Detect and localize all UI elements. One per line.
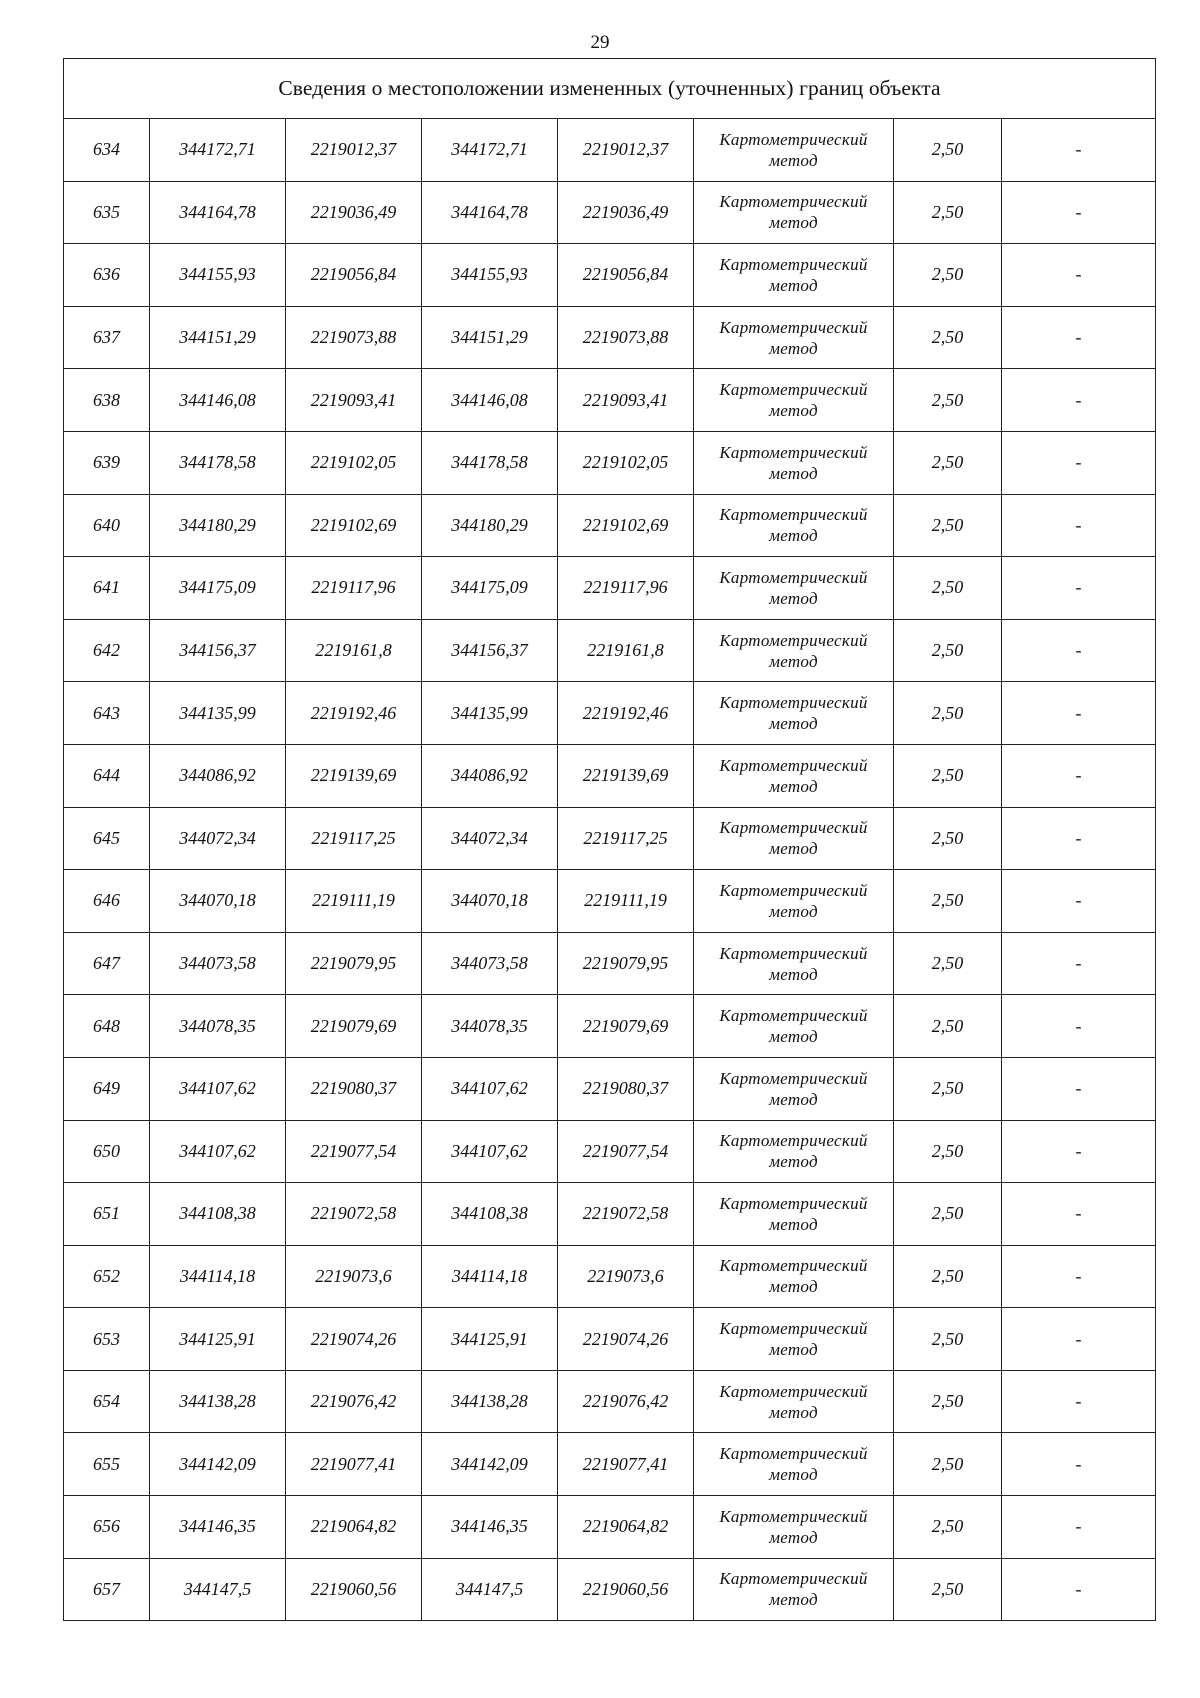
- x-coordinate-refined-cell: 344164,78: [422, 181, 558, 244]
- y-coordinate-existing-cell: 2219077,54: [286, 1120, 422, 1183]
- table-row: [64, 244, 1156, 307]
- method-cell: [694, 807, 894, 870]
- x-coordinate-refined-cell: 344072,34: [422, 807, 558, 870]
- note-cell: -: [1002, 119, 1156, 182]
- method-line-1: Картометрический: [719, 567, 868, 587]
- method-cell: [694, 431, 894, 494]
- point-number-cell: 644: [64, 744, 150, 807]
- note-cell: -: [1002, 1558, 1156, 1621]
- note-cell: -: [1002, 1057, 1156, 1120]
- accuracy-cell: 2,50: [894, 494, 1002, 557]
- table-row: [64, 932, 1156, 995]
- method-line-1: Картометрический: [719, 1319, 868, 1339]
- note-cell: -: [1002, 1120, 1156, 1183]
- y-coordinate-existing-cell: 2219117,96: [286, 557, 422, 620]
- accuracy-cell: 2,50: [894, 807, 1002, 870]
- x-coordinate-existing-cell: 344175,09: [150, 557, 286, 620]
- accuracy-cell: 2,50: [894, 932, 1002, 995]
- method-line-1: Картометрический: [719, 129, 868, 149]
- x-coordinate-existing-cell: 344142,09: [150, 1433, 286, 1496]
- method-line-1: Картометрический: [719, 1068, 868, 1088]
- table-row: [64, 1370, 1156, 1433]
- x-coordinate-existing-cell: 344070,18: [150, 870, 286, 933]
- point-number-cell: 645: [64, 807, 150, 870]
- method-line-1: Картометрический: [719, 1506, 868, 1526]
- accuracy-cell: 2,50: [894, 1496, 1002, 1559]
- note-cell: -: [1002, 744, 1156, 807]
- method-line-2: метод: [769, 839, 818, 859]
- note-cell: -: [1002, 1433, 1156, 1496]
- x-coordinate-existing-cell: 344072,34: [150, 807, 286, 870]
- note-cell: -: [1002, 1496, 1156, 1559]
- note-cell: -: [1002, 682, 1156, 745]
- method-cell: [694, 1057, 894, 1120]
- accuracy-cell: 2,50: [894, 1370, 1002, 1433]
- method-line-2: метод: [769, 275, 818, 295]
- x-coordinate-refined-cell: 344175,09: [422, 557, 558, 620]
- accuracy-cell: 2,50: [894, 682, 1002, 745]
- x-coordinate-existing-cell: 344135,99: [150, 682, 286, 745]
- x-coordinate-refined-cell: 344125,91: [422, 1308, 558, 1371]
- method-cell: [694, 1370, 894, 1433]
- method-cell: [694, 682, 894, 745]
- table-row: [64, 870, 1156, 933]
- x-coordinate-refined-cell: 344146,08: [422, 369, 558, 432]
- note-cell: -: [1002, 1370, 1156, 1433]
- y-coordinate-refined-cell: 2219077,54: [558, 1120, 694, 1183]
- x-coordinate-refined-cell: 344108,38: [422, 1183, 558, 1246]
- method-cell: [694, 1120, 894, 1183]
- y-coordinate-refined-cell: 2219111,19: [558, 870, 694, 933]
- accuracy-cell: 2,50: [894, 1120, 1002, 1183]
- y-coordinate-refined-cell: 2219139,69: [558, 744, 694, 807]
- method-cell: [694, 995, 894, 1058]
- y-coordinate-refined-cell: 2219161,8: [558, 619, 694, 682]
- x-coordinate-existing-cell: 344073,58: [150, 932, 286, 995]
- y-coordinate-existing-cell: 2219080,37: [286, 1057, 422, 1120]
- method-line-1: Картометрический: [719, 630, 868, 650]
- x-coordinate-existing-cell: 344146,35: [150, 1496, 286, 1559]
- point-number-cell: 634: [64, 119, 150, 182]
- method-cell: [694, 306, 894, 369]
- y-coordinate-existing-cell: 2219056,84: [286, 244, 422, 307]
- note-cell: -: [1002, 995, 1156, 1058]
- table-row: [64, 744, 1156, 807]
- method-line-1: Картометрический: [719, 1006, 868, 1026]
- table-row: [64, 1245, 1156, 1308]
- method-line-2: метод: [769, 1340, 818, 1360]
- x-coordinate-refined-cell: 344178,58: [422, 431, 558, 494]
- y-coordinate-existing-cell: 2219093,41: [286, 369, 422, 432]
- table-row: [64, 1496, 1156, 1559]
- x-coordinate-existing-cell: 344086,92: [150, 744, 286, 807]
- table-row: [64, 119, 1156, 182]
- method-cell: [694, 1558, 894, 1621]
- note-cell: -: [1002, 1245, 1156, 1308]
- y-coordinate-refined-cell: 2219102,69: [558, 494, 694, 557]
- method-line-1: Картометрический: [719, 1569, 868, 1589]
- y-coordinate-refined-cell: 2219117,96: [558, 557, 694, 620]
- table-row: [64, 306, 1156, 369]
- point-number-cell: 649: [64, 1057, 150, 1120]
- method-line-2: метод: [769, 213, 818, 233]
- table-row: [64, 807, 1156, 870]
- note-cell: -: [1002, 306, 1156, 369]
- note-cell: -: [1002, 244, 1156, 307]
- note-cell: -: [1002, 494, 1156, 557]
- x-coordinate-existing-cell: 344138,28: [150, 1370, 286, 1433]
- note-cell: -: [1002, 1183, 1156, 1246]
- table-row: [64, 1120, 1156, 1183]
- x-coordinate-refined-cell: 344078,35: [422, 995, 558, 1058]
- method-cell: [694, 244, 894, 307]
- x-coordinate-refined-cell: 344147,5: [422, 1558, 558, 1621]
- x-coordinate-existing-cell: 344146,08: [150, 369, 286, 432]
- x-coordinate-refined-cell: 344180,29: [422, 494, 558, 557]
- method-line-1: Картометрический: [719, 880, 868, 900]
- method-line-2: метод: [769, 1465, 818, 1485]
- y-coordinate-refined-cell: 2219192,46: [558, 682, 694, 745]
- x-coordinate-refined-cell: 344155,93: [422, 244, 558, 307]
- method-line-2: метод: [769, 526, 818, 546]
- y-coordinate-refined-cell: 2219074,26: [558, 1308, 694, 1371]
- table-row: [64, 1057, 1156, 1120]
- table-body: [64, 119, 1156, 1621]
- method-cell: [694, 932, 894, 995]
- note-cell: -: [1002, 932, 1156, 995]
- table-row: [64, 494, 1156, 557]
- y-coordinate-existing-cell: 2219060,56: [286, 1558, 422, 1621]
- x-coordinate-refined-cell: 344070,18: [422, 870, 558, 933]
- x-coordinate-existing-cell: 344172,71: [150, 119, 286, 182]
- y-coordinate-existing-cell: 2219064,82: [286, 1496, 422, 1559]
- y-coordinate-refined-cell: 2219076,42: [558, 1370, 694, 1433]
- y-coordinate-refined-cell: 2219012,37: [558, 119, 694, 182]
- page-number: 29: [590, 32, 610, 53]
- table-row: [64, 369, 1156, 432]
- method-line-1: Картометрический: [719, 317, 868, 337]
- x-coordinate-refined-cell: 344114,18: [422, 1245, 558, 1308]
- point-number-cell: 657: [64, 1558, 150, 1621]
- x-coordinate-refined-cell: 344142,09: [422, 1433, 558, 1496]
- point-number-cell: 646: [64, 870, 150, 933]
- y-coordinate-refined-cell: 2219093,41: [558, 369, 694, 432]
- method-line-2: метод: [769, 1527, 818, 1547]
- table-title: Сведения о местоположении измененных (уточненных) границ объекта: [64, 59, 1156, 119]
- x-coordinate-existing-cell: 344147,5: [150, 1558, 286, 1621]
- y-coordinate-existing-cell: 2219036,49: [286, 181, 422, 244]
- accuracy-cell: 2,50: [894, 306, 1002, 369]
- table-row: [64, 995, 1156, 1058]
- method-line-1: Картометрический: [719, 380, 868, 400]
- point-number-cell: 653: [64, 1308, 150, 1371]
- note-cell: -: [1002, 619, 1156, 682]
- method-cell: [694, 744, 894, 807]
- table-row: [64, 1183, 1156, 1246]
- method-line-2: метод: [769, 1277, 818, 1297]
- y-coordinate-refined-cell: 2219056,84: [558, 244, 694, 307]
- accuracy-cell: 2,50: [894, 619, 1002, 682]
- x-coordinate-existing-cell: 344078,35: [150, 995, 286, 1058]
- method-line-1: Картометрический: [719, 693, 868, 713]
- point-number-cell: 648: [64, 995, 150, 1058]
- x-coordinate-existing-cell: 344107,62: [150, 1057, 286, 1120]
- accuracy-cell: 2,50: [894, 557, 1002, 620]
- x-coordinate-refined-cell: 344138,28: [422, 1370, 558, 1433]
- accuracy-cell: 2,50: [894, 744, 1002, 807]
- accuracy-cell: 2,50: [894, 1433, 1002, 1496]
- y-coordinate-existing-cell: 2219117,25: [286, 807, 422, 870]
- y-coordinate-refined-cell: 2219073,88: [558, 306, 694, 369]
- point-number-cell: 643: [64, 682, 150, 745]
- y-coordinate-refined-cell: 2219079,69: [558, 995, 694, 1058]
- method-cell: [694, 369, 894, 432]
- method-line-1: Картометрический: [719, 442, 868, 462]
- table-row: [64, 1433, 1156, 1496]
- point-number-cell: 642: [64, 619, 150, 682]
- y-coordinate-refined-cell: 2219064,82: [558, 1496, 694, 1559]
- method-cell: [694, 1433, 894, 1496]
- method-line-2: метод: [769, 776, 818, 796]
- method-line-2: метод: [769, 463, 818, 483]
- y-coordinate-refined-cell: 2219072,58: [558, 1183, 694, 1246]
- y-coordinate-existing-cell: 2219012,37: [286, 119, 422, 182]
- x-coordinate-refined-cell: 344135,99: [422, 682, 558, 745]
- method-line-2: метод: [769, 1402, 818, 1422]
- point-number-cell: 638: [64, 369, 150, 432]
- x-coordinate-existing-cell: 344164,78: [150, 181, 286, 244]
- y-coordinate-existing-cell: 2219077,41: [286, 1433, 422, 1496]
- method-cell: [694, 557, 894, 620]
- method-line-1: Картометрический: [719, 1131, 868, 1151]
- accuracy-cell: 2,50: [894, 995, 1002, 1058]
- x-coordinate-existing-cell: 344125,91: [150, 1308, 286, 1371]
- x-coordinate-existing-cell: 344180,29: [150, 494, 286, 557]
- point-number-cell: 656: [64, 1496, 150, 1559]
- y-coordinate-refined-cell: 2219077,41: [558, 1433, 694, 1496]
- x-coordinate-refined-cell: 344156,37: [422, 619, 558, 682]
- method-line-2: метод: [769, 1214, 818, 1234]
- table-row: [64, 619, 1156, 682]
- point-number-cell: 640: [64, 494, 150, 557]
- method-cell: [694, 1308, 894, 1371]
- point-number-cell: 636: [64, 244, 150, 307]
- point-number-cell: 651: [64, 1183, 150, 1246]
- y-coordinate-refined-cell: 2219060,56: [558, 1558, 694, 1621]
- y-coordinate-refined-cell: 2219036,49: [558, 181, 694, 244]
- point-number-cell: 655: [64, 1433, 150, 1496]
- method-line-2: метод: [769, 1027, 818, 1047]
- x-coordinate-refined-cell: 344172,71: [422, 119, 558, 182]
- method-line-2: метод: [769, 1152, 818, 1172]
- accuracy-cell: 2,50: [894, 369, 1002, 432]
- y-coordinate-existing-cell: 2219102,05: [286, 431, 422, 494]
- y-coordinate-refined-cell: 2219079,95: [558, 932, 694, 995]
- point-number-cell: 641: [64, 557, 150, 620]
- x-coordinate-refined-cell: 344107,62: [422, 1120, 558, 1183]
- note-cell: -: [1002, 557, 1156, 620]
- method-line-2: метод: [769, 338, 818, 358]
- table-row: [64, 682, 1156, 745]
- method-line-1: Картометрический: [719, 505, 868, 525]
- method-line-2: метод: [769, 150, 818, 170]
- method-cell: [694, 619, 894, 682]
- x-coordinate-existing-cell: 344114,18: [150, 1245, 286, 1308]
- method-line-2: метод: [769, 588, 818, 608]
- y-coordinate-refined-cell: 2219102,05: [558, 431, 694, 494]
- point-number-cell: 650: [64, 1120, 150, 1183]
- accuracy-cell: 2,50: [894, 1558, 1002, 1621]
- accuracy-cell: 2,50: [894, 431, 1002, 494]
- x-coordinate-refined-cell: 344151,29: [422, 306, 558, 369]
- method-line-2: метод: [769, 714, 818, 734]
- x-coordinate-refined-cell: 344146,35: [422, 1496, 558, 1559]
- y-coordinate-existing-cell: 2219073,6: [286, 1245, 422, 1308]
- method-line-1: Картометрический: [719, 943, 868, 963]
- accuracy-cell: 2,50: [894, 1308, 1002, 1371]
- note-cell: -: [1002, 870, 1156, 933]
- table-row: [64, 431, 1156, 494]
- y-coordinate-existing-cell: 2219073,88: [286, 306, 422, 369]
- accuracy-cell: 2,50: [894, 1245, 1002, 1308]
- y-coordinate-refined-cell: 2219073,6: [558, 1245, 694, 1308]
- y-coordinate-existing-cell: 2219074,26: [286, 1308, 422, 1371]
- method-cell: [694, 870, 894, 933]
- method-cell: [694, 1183, 894, 1246]
- method-line-1: Картометрический: [719, 1444, 868, 1464]
- x-coordinate-refined-cell: 344107,62: [422, 1057, 558, 1120]
- y-coordinate-existing-cell: 2219079,69: [286, 995, 422, 1058]
- point-number-cell: 637: [64, 306, 150, 369]
- x-coordinate-existing-cell: 344178,58: [150, 431, 286, 494]
- point-number-cell: 635: [64, 181, 150, 244]
- note-cell: -: [1002, 807, 1156, 870]
- method-line-1: Картометрический: [719, 1193, 868, 1213]
- y-coordinate-existing-cell: 2219076,42: [286, 1370, 422, 1433]
- method-line-1: Картометрический: [719, 818, 868, 838]
- method-line-2: метод: [769, 1590, 818, 1610]
- y-coordinate-existing-cell: 2219111,19: [286, 870, 422, 933]
- method-line-1: Картометрический: [719, 254, 868, 274]
- y-coordinate-refined-cell: 2219117,25: [558, 807, 694, 870]
- y-coordinate-existing-cell: 2219139,69: [286, 744, 422, 807]
- method-line-1: Картометрический: [719, 755, 868, 775]
- method-line-2: метод: [769, 651, 818, 671]
- y-coordinate-existing-cell: 2219079,95: [286, 932, 422, 995]
- point-number-cell: 647: [64, 932, 150, 995]
- note-cell: -: [1002, 369, 1156, 432]
- method-cell: [694, 181, 894, 244]
- x-coordinate-existing-cell: 344155,93: [150, 244, 286, 307]
- point-number-cell: 652: [64, 1245, 150, 1308]
- method-cell: [694, 119, 894, 182]
- accuracy-cell: 2,50: [894, 244, 1002, 307]
- note-cell: -: [1002, 431, 1156, 494]
- y-coordinate-existing-cell: 2219072,58: [286, 1183, 422, 1246]
- accuracy-cell: 2,50: [894, 119, 1002, 182]
- y-coordinate-existing-cell: 2219161,8: [286, 619, 422, 682]
- method-line-2: метод: [769, 964, 818, 984]
- method-line-2: метод: [769, 1089, 818, 1109]
- table-title-row: [64, 59, 1156, 119]
- accuracy-cell: 2,50: [894, 1057, 1002, 1120]
- point-number-cell: 654: [64, 1370, 150, 1433]
- accuracy-cell: 2,50: [894, 1183, 1002, 1246]
- method-line-1: Картометрический: [719, 192, 868, 212]
- table-row: [64, 1308, 1156, 1371]
- y-coordinate-existing-cell: 2219102,69: [286, 494, 422, 557]
- note-cell: -: [1002, 1308, 1156, 1371]
- point-number-cell: 639: [64, 431, 150, 494]
- x-coordinate-existing-cell: 344108,38: [150, 1183, 286, 1246]
- x-coordinate-existing-cell: 344156,37: [150, 619, 286, 682]
- accuracy-cell: 2,50: [894, 181, 1002, 244]
- method-line-2: метод: [769, 901, 818, 921]
- note-cell: -: [1002, 181, 1156, 244]
- table-row: [64, 1558, 1156, 1621]
- y-coordinate-existing-cell: 2219192,46: [286, 682, 422, 745]
- y-coordinate-refined-cell: 2219080,37: [558, 1057, 694, 1120]
- x-coordinate-refined-cell: 344073,58: [422, 932, 558, 995]
- x-coordinate-existing-cell: 344107,62: [150, 1120, 286, 1183]
- table-row: [64, 181, 1156, 244]
- method-line-1: Картометрический: [719, 1256, 868, 1276]
- x-coordinate-existing-cell: 344151,29: [150, 306, 286, 369]
- x-coordinate-refined-cell: 344086,92: [422, 744, 558, 807]
- method-cell: [694, 1496, 894, 1559]
- method-cell: [694, 494, 894, 557]
- method-cell: [694, 1245, 894, 1308]
- table-row: [64, 557, 1156, 620]
- method-line-1: Картометрический: [719, 1381, 868, 1401]
- boundary-coordinates-table: [63, 58, 1156, 1621]
- method-line-2: метод: [769, 401, 818, 421]
- accuracy-cell: 2,50: [894, 870, 1002, 933]
